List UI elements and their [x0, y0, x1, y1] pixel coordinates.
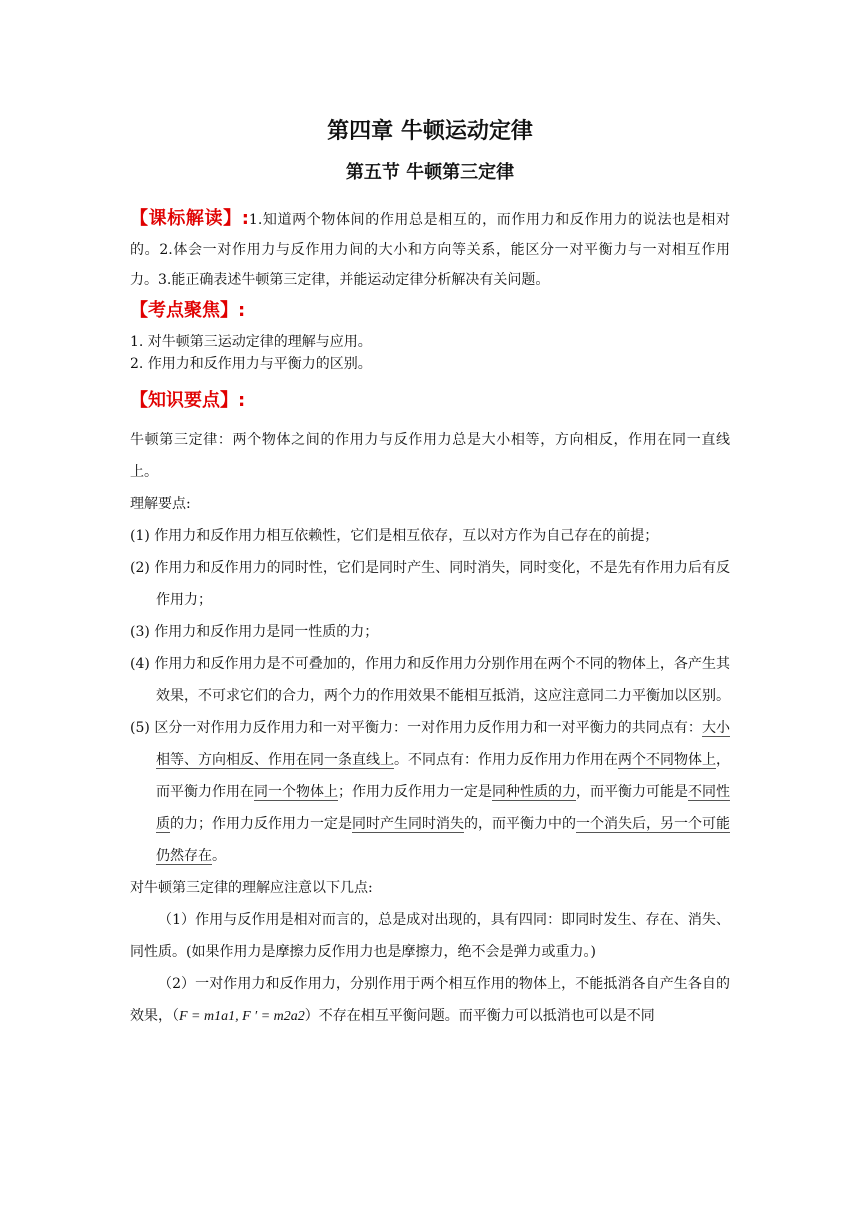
text-run: 。: [212, 848, 226, 864]
text-run: （2）一对作用力和反作用力，分别作用于两个相互作用的物体上，不能抵消各自产生各自的效果，（: [130, 976, 730, 1024]
underlined-text: 两个不同物体上: [618, 752, 716, 768]
curriculum-heading: 【课标解读】:: [130, 208, 249, 229]
underlined-text: 同一个物体上: [254, 784, 338, 800]
curriculum-paragraph: [130, 204, 730, 295]
underlined-text: 不同性质: [156, 784, 730, 832]
point-item: (2) 作用力和反作用力的同时性，它们是同时产生、同时消失，同时变化，不是先有作用力后有反作用力；: [130, 560, 730, 608]
point-item: (4) 作用力和反作用力是不可叠加的，作用力和反作用力分别作用在两个不同的物体上，各产生其效果，不可求它们的合力，两个力的作用效果不能相互抵消，这应注意同二力平衡加以区别。: [130, 656, 730, 704]
list-item: 1. 对牛顿第三运动定律的理解与应用。: [130, 334, 372, 350]
underlined-text: 同种性质的力: [492, 784, 576, 800]
text-run: ，而平衡力可能是: [576, 784, 688, 800]
notes-label: 对牛顿第三定律的理解应注意以下几点:: [130, 880, 373, 896]
text-run: 。不同点有：作用力反作用力作用在: [394, 752, 618, 768]
knowledge-body: [130, 424, 730, 1033]
text-run: 的，而平衡力中的: [464, 816, 576, 832]
knowledge-heading: 【知识要点】:: [130, 390, 246, 411]
focus-list: [130, 331, 730, 375]
point-item: (3) 作用力和反作用力是同一性质的力；: [130, 624, 379, 640]
list-item: 2. 作用力和反作用力与平衡力的区别。: [130, 356, 372, 372]
underlined-text: 大小相等、方向相反、作用在同一条直线上: [156, 720, 731, 768]
point-item: (1) 作用力和反作用力相互依赖性，它们是相互依存，互以对方作为自己存在的前提；: [130, 528, 659, 544]
understanding-label: 理解要点:: [130, 496, 191, 512]
text-run: (5) 区分一对作用力反作用力和一对平衡力：一对作用力反作用力和一对平衡力的共同点有：: [130, 720, 702, 736]
text-run: ；作用力反作用力一定是: [338, 784, 492, 800]
text-run: ）不存在相互平衡问题。而平衡力可以抵消也可以是不同: [304, 1008, 655, 1024]
text-run: 的力；作用力反作用力一定是: [170, 816, 352, 832]
formula: F = m1a1, F ′ = m2a2: [179, 1009, 305, 1024]
curriculum-text: 1.知道两个物体间的作用总是相互的，而作用力和反作用力的说法也是相对的。2.体会一对作用力与反作用力间的大小和方向等关系，能区分一对平衡力与一对相互作用力。3.能正确表述牛顿第三定律，并能运动定律分析解决有关问题。: [130, 212, 730, 288]
note-item: （1）作用与反作用是相对而言的，总是成对出现的，具有四同：即同时发生、存在、消失、同性质。(如果作用力是摩擦力反作用力也是摩擦力，绝不会是弹力或重力。): [130, 912, 730, 960]
text-run: ，而平衡力作用在: [156, 752, 730, 800]
law-statement: 牛顿第三定律：两个物体之间的作用力与反作用力总是大小相等，方向相反，作用在同一直线上。: [130, 432, 730, 480]
underlined-text: 同时产生同时消失: [352, 816, 464, 832]
section-title: 第五节 牛顿第三定律: [345, 162, 515, 183]
point-item-5: [130, 712, 730, 872]
note-item: [130, 968, 730, 1033]
chapter-title: 第四章 牛顿运动定律: [327, 119, 533, 144]
underlined-text: 一个消失后，另一个可能仍然存在: [156, 816, 730, 864]
focus-heading: 【考点聚焦】:: [130, 300, 246, 321]
